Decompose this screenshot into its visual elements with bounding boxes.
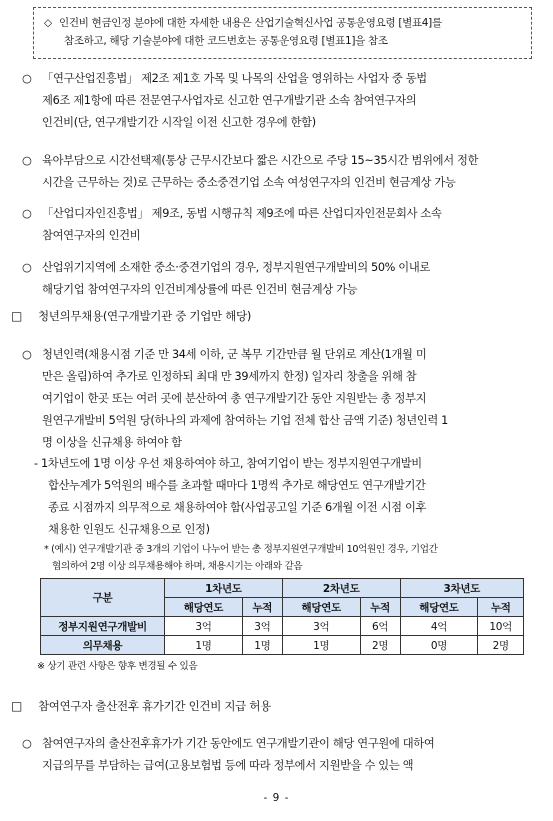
example-note (44, 541, 438, 575)
bullet-icon: ○ (22, 207, 32, 220)
sub-header: 누적 (360, 598, 400, 617)
section-title-youth-hiring: 청년의무채용(연구개발기관 중 기업만 해당) (38, 309, 251, 323)
paragraph-line: - 1차년도에 1명 이상 우선 채용하여야 하고, 참여기업이 받는 정부지원연구개발비 (34, 457, 422, 470)
paragraph-line: 청년인력(채용시점 기준 만 34세 이하, 군 복무 기간만큼 월 단위로 계산(1개월 미 (42, 348, 427, 361)
list-item (42, 203, 442, 247)
table-row (41, 617, 524, 636)
paragraph-line: 만은 올림)하여 추가로 인정하되 최대 만 39세까지 한정) 일자리 창출을 위해 참 (42, 370, 417, 383)
item-line: 참여연구자의 인건비 (42, 229, 141, 242)
page-number: - 9 - (263, 792, 290, 804)
table-cell: 2명 (360, 636, 400, 655)
year-header: 3차년도 (400, 579, 523, 598)
paragraph-line: 합산누계가 5억원의 배수를 초과할 때마다 1명씩 추가로 해당연도 연구개발기간 (48, 479, 426, 492)
item-line: 시간을 근무하는 것)로 근무하는 중소중견기업 소속 여성연구자의 인건비 현금계상 가능 (42, 176, 456, 189)
item-line: 산업위기지역에 소재한 중소·중견기업의 경우, 정부지원연구개발비의 50% 이내로 (42, 261, 430, 274)
bullet-icon: ○ (22, 348, 32, 361)
note-line: * (예시) 연구개발기관 중 3개의 기업이 나누어 받는 총 정부지원연구개발비 10억원인 경우, 기업간 (44, 544, 438, 555)
table-cell: 4억 (400, 617, 478, 636)
paragraph-line: 참여연구자의 출산전후휴가가 기간 동안에도 연구개발기관이 해당 연구원에 대하여 (42, 737, 435, 750)
notice-text-1: 인건비 현금인정 분야에 대한 자세한 내용은 산업기술혁신사업 공통운영요령 [별표4]를 (59, 17, 442, 29)
table-cell: 0명 (400, 636, 478, 655)
item-line: 인건비(단, 연구개발기간 시작일 이전 신고한 경우에 한함) (42, 116, 316, 129)
item-line: 육아부담으로 시간선택제(통상 근무시간보다 짧은 시간으로 주당 15~35시간 범위에서 정한 (42, 154, 479, 167)
table-cell: 3억 (282, 617, 360, 636)
notice-text-2: 참조하고, 해당 기술분야에 대한 코드번호는 공통운영요령 [별표1]을 참조 (64, 35, 388, 47)
table-cell: 3억 (165, 617, 243, 636)
youth-hiring-paragraph (42, 344, 448, 454)
table-cell: 6억 (360, 617, 400, 636)
list-item (42, 68, 427, 134)
bullet-icon: ○ (22, 72, 32, 85)
paragraph-line: 원연구개발비 5억원 당(하나의 과제에 참여하는 기업 전체 합산 금액 기준) 청년인력 1 (42, 414, 449, 427)
notice-line-1 (44, 14, 521, 32)
item-line: 제6조 제1항에 따른 전문연구사업자로 신고한 연구개발기관 소속 참여연구자의 (42, 94, 417, 107)
dash-paragraph (34, 453, 426, 541)
maternity-paragraph (42, 733, 434, 777)
list-item (42, 150, 478, 194)
sub-header: 누적 (478, 598, 524, 617)
square-bullet-icon: □ (11, 309, 23, 323)
paragraph-line: 명 이상을 신규채용 하여야 함 (42, 436, 182, 449)
item-line: 해당기업 참여연구자의 인건비계상률에 따른 인건비 현금계상 가능 (42, 283, 358, 296)
item-line: 「산업디자인진흥법」 제9조, 동법 시행규칙 제9조에 따른 산업디자인전문회사 소속 (42, 207, 442, 220)
item-line: 「연구산업진흥법」 제2조 제1호 가목 및 나목의 산업을 영위하는 사업자 중 동법 (42, 72, 427, 85)
diamond-icon: ◇ (44, 17, 52, 29)
table-cell: 3억 (242, 617, 282, 636)
note-line: 협의하여 2명 이상 의무채용해야 하며, 채용시기는 아래와 같음 (52, 561, 303, 572)
bullet-icon: ○ (22, 154, 32, 167)
bullet-icon: ○ (22, 261, 32, 274)
table-cell: 2명 (478, 636, 524, 655)
list-item (42, 257, 430, 301)
sub-header: 해당연도 (165, 598, 243, 617)
notice-box (33, 7, 532, 59)
table-footnote: ※ 상기 관련 사항은 향후 변경될 수 있음 (37, 661, 198, 672)
table-cell: 1명 (165, 636, 243, 655)
sub-header: 해당연도 (400, 598, 478, 617)
row-header: 정부지원연구개발비 (41, 617, 165, 636)
sub-header: 해당연도 (282, 598, 360, 617)
sub-header: 누적 (242, 598, 282, 617)
year-header: 2차년도 (282, 579, 400, 598)
table-row (41, 636, 524, 655)
year-header: 1차년도 (165, 579, 283, 598)
paragraph-line: 채용한 인원도 신규채용으로 인정) (48, 523, 210, 536)
paragraph-line: 여기업이 한곳 또는 여러 곳에 분산하여 총 연구개발기간 동안 지원받는 총 정부지 (42, 392, 427, 405)
square-bullet-icon: □ (11, 699, 23, 713)
table-corner-header: 구분 (41, 579, 165, 617)
hiring-schedule-table (40, 578, 524, 655)
paragraph-line: 종료 시점까지 의무적으로 채용하여야 함(사업공고일 기준 6개월 이전 시점 이후 (48, 501, 427, 514)
table-cell: 1명 (242, 636, 282, 655)
paragraph-line: 지급의무를 부담하는 급여(고용보험법 등에 따라 정부에서 지원받을 수 있는 액 (42, 759, 414, 772)
row-header: 의무채용 (41, 636, 165, 655)
bullet-icon: ○ (22, 737, 32, 750)
section-title-maternity-leave: 참여연구자 출산전후 휴가기간 인건비 지급 허용 (38, 699, 271, 713)
table-cell: 10억 (478, 617, 524, 636)
table-cell: 1명 (282, 636, 360, 655)
